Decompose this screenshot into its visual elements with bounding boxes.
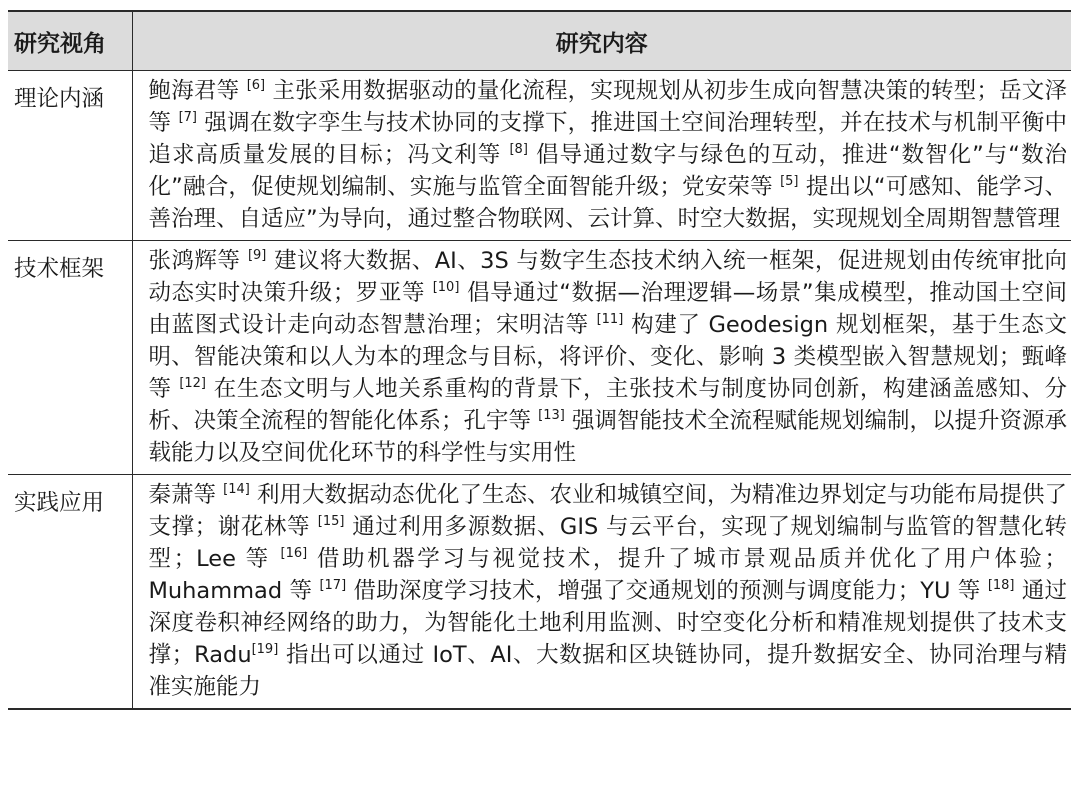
content-text: 构建了 Geodesign 规划框架，基于生态文明、智能决策和以人为本的理念与目标，将评价、变化、影响 3 类模型嵌入智慧规划；甄峰等 <box>148 312 1067 402</box>
citation-ref: [19] <box>251 642 279 657</box>
citation-ref: [5] <box>780 174 799 189</box>
row-content <box>132 475 1071 710</box>
research-table <box>8 10 1071 710</box>
citation-ref: [13] <box>538 408 565 423</box>
content-text: 借助深度学习技术，增强了交通规划的预测与调度能力；YU 等 <box>346 578 988 604</box>
citation-ref: [6] <box>246 78 266 93</box>
row-content <box>132 241 1071 475</box>
content-text: 指出可以通过 IoT、AI、大数据和区块链协同，提升数据安全、协同治理与精准实施能力 <box>148 642 1067 700</box>
content-text: 利用大数据动态优化了生态、农业和城镇空间，为精准边界划定与功能布局提供了支撑；谢花林等 <box>148 482 1067 540</box>
table-row <box>8 71 1071 241</box>
citation-ref: [15] <box>317 514 345 529</box>
citation-ref: [16] <box>280 546 308 561</box>
content-text: 张鸿辉等 <box>148 248 248 274</box>
row-category: 理论内涵 <box>8 71 132 241</box>
content-text: 提出以“可感知、能学习、善治理、自适应”为导向，通过整合物联网、云计算、时空大数据，实现规划全周期智慧管理 <box>148 174 1068 232</box>
content-text: 倡导通过“数据—治理逻辑—场景”集成模型，推动国土空间由蓝图式设计走向动态智慧治理；宋明洁等 <box>148 280 1067 338</box>
table-row <box>8 475 1071 710</box>
content-text: 借助机器学习与视觉技术，提升了城市景观品质并优化了用户体验；Muhammad 等 <box>148 546 1068 604</box>
content-text: 倡导通过数字与绿色的互动，推进“数智化”与“数治化”融合，促使规划编制、实施与监管全面智能升级；党安荣等 <box>148 142 1068 200</box>
table-row <box>8 241 1071 475</box>
content-text: 强调智能技术全流程赋能规划编制，以提升资源承载能力以及空间优化环节的科学性与实用性 <box>148 408 1067 466</box>
row-category: 实践应用 <box>8 475 132 710</box>
citation-ref: [18] <box>987 578 1015 593</box>
content-text: 通过深度卷积神经网络的助力，为智能化土地利用监测、时空变化分析和精准规划提供了技术支撑；Radu <box>148 578 1068 668</box>
citation-ref: [17] <box>319 578 347 593</box>
header-content: 研究内容 <box>132 11 1071 71</box>
citation-ref: [14] <box>223 482 250 497</box>
citation-ref: [8] <box>509 142 528 157</box>
content-text: 秦萧等 <box>148 482 224 508</box>
content-text: 通过利用多源数据、GIS 与云平台，实现了规划编制与监管的智慧化转型；Lee 等 <box>148 514 1067 572</box>
content-text: 强调在数字孪生与技术协同的支撑下，推进国土空间治理转型，并在技术与机制平衡中追求高质量发展的目标；冯文利等 <box>148 110 1068 168</box>
content-text: 在生态文明与人地关系重构的背景下，主张技术与制度协同创新，构建涵盖感知、分析、决策全流程的智能化体系；孔宇等 <box>148 376 1067 434</box>
citation-ref: [10] <box>432 280 460 295</box>
content-text: 主张采用数据驱动的量化流程，实现规划从初步生成向智慧决策的转型；岳文泽等 <box>148 78 1067 136</box>
content-text: 鲍海君等 <box>148 78 247 104</box>
row-category: 技术框架 <box>8 241 132 475</box>
content-text: 建议将大数据、AI、3S 与数字生态技术纳入统一框架，促进规划由传统审批向动态实时决策升级；罗亚等 <box>148 248 1067 306</box>
research-table-container <box>8 10 1071 710</box>
citation-ref: [9] <box>247 248 267 263</box>
header-perspective: 研究视角 <box>8 11 132 71</box>
table-header-row <box>8 11 1071 71</box>
citation-ref: [12] <box>179 376 206 391</box>
citation-ref: [7] <box>178 110 197 125</box>
citation-ref: [11] <box>596 312 624 327</box>
row-content <box>132 71 1071 241</box>
